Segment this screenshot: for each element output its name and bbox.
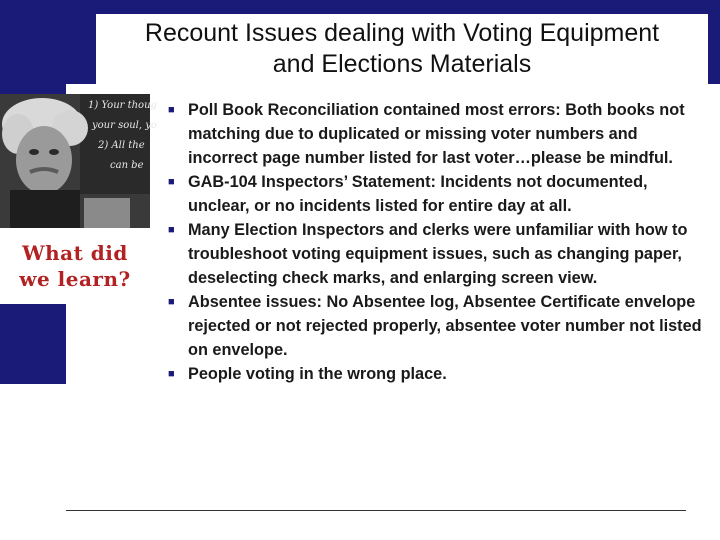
bullet-square-icon: ■ [168, 104, 175, 116]
slide-title-line1: Recount Issues dealing with Voting Equipment [144, 19, 660, 47]
slide-title-line2: and Elections Materials [272, 50, 532, 78]
bullet-square-icon: ■ [168, 176, 175, 188]
bullet-text: Many Election Inspectors and clerks were unfamiliar with how to troubleshoot voting equipment issues, such as changing paper, deselecting check marks, and enlarging screen view. [188, 221, 688, 287]
blackboard-line-3: 2) All the [98, 140, 145, 151]
photo-illustration [0, 94, 157, 228]
bullet-square-icon: ■ [168, 368, 175, 380]
bullet-item [168, 362, 708, 386]
caption-line2: we learn? [19, 267, 131, 291]
bullet-text: GAB-104 Inspectors’ Statement: Incidents not documented, unclear, or no incidents listed for entire day at all. [188, 173, 648, 215]
bullet-text: People voting in the wrong place. [188, 365, 447, 383]
slide-title [145, 18, 659, 80]
bullet-text: Poll Book Reconciliation contained most errors: Both books not matching due to duplicated or missing voter numbers and incorrect page number listed for last voter…please be mindful. [188, 101, 685, 167]
bullet-item [168, 290, 708, 362]
einstein-photo [0, 94, 157, 228]
bottom-divider [66, 510, 686, 511]
title-box [96, 14, 708, 84]
bullet-square-icon: ■ [168, 296, 175, 308]
blackboard-line-2: your soul, yo [92, 120, 157, 131]
caption-box [0, 228, 150, 304]
bullet-item [168, 98, 708, 170]
bullet-square-icon: ■ [168, 224, 175, 236]
bullet-text: Absentee issues: No Absentee log, Absentee Certificate envelope rejected or not rejected properly, absentee voter number not listed on envelope. [188, 293, 702, 359]
caption-line1: What did [22, 241, 128, 265]
caption-text [19, 240, 130, 292]
blackboard-line-4: can be [110, 160, 144, 171]
blackboard-line-1: 1) Your thoug [88, 100, 157, 111]
bullet-list [168, 98, 708, 386]
bullet-item [168, 218, 708, 290]
bullet-item [168, 170, 708, 218]
